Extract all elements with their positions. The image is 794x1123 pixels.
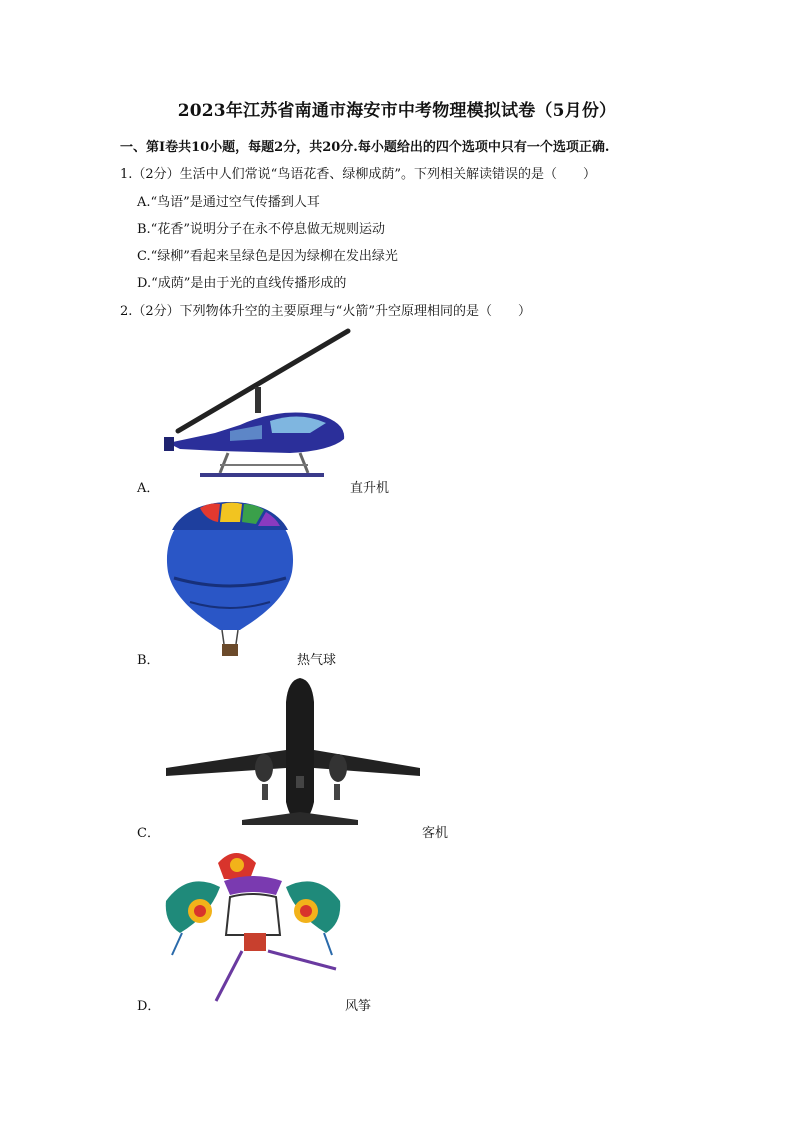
helicopter-image [160, 325, 360, 490]
airliner-image [162, 672, 424, 832]
question-1-option-b: B.“花香”说明分子在永不停息做无规则运动 [137, 222, 385, 237]
hot-air-balloon-image [160, 498, 300, 663]
question-2-option-a-caption: 直升机 [350, 481, 390, 496]
section-heading: 一、第Ⅰ卷共10小题，每题2分，共20分.每小题给出的四个选项中只有一个选项正确. [120, 140, 610, 155]
question-2-option-c-letter: C． [137, 826, 160, 841]
question-2-option-b-caption: 热气球 [297, 653, 337, 668]
kite-image [160, 845, 345, 1007]
question-2-stem: 2.（2分）下列物体升空的主要原理与“火箭”升空原理相同的是（ ） [120, 304, 531, 319]
question-2-option-a-letter: A． [137, 481, 160, 496]
question-1-stem: 1.（2分）生活中人们常说“鸟语花香、绿柳成荫”。下列相关解读错误的是（ ） [120, 167, 596, 182]
question-1-option-a: A.“鸟语”是通过空气传播到人耳 [137, 195, 320, 210]
question-2-option-d-caption: 风筝 [345, 999, 372, 1014]
question-2-option-b-letter: B． [137, 653, 160, 668]
question-2-option-d-letter: D． [137, 999, 161, 1014]
question-2-option-c-caption: 客机 [422, 826, 449, 841]
question-1-option-c: C.“绿柳”看起来呈绿色是因为绿柳在发出绿光 [137, 249, 398, 264]
page-title: 2023年江苏省南通市海安市中考物理模拟试卷（5月份） [177, 101, 617, 121]
question-1-option-d: D.“成荫”是由于光的直线传播形成的 [137, 276, 347, 291]
